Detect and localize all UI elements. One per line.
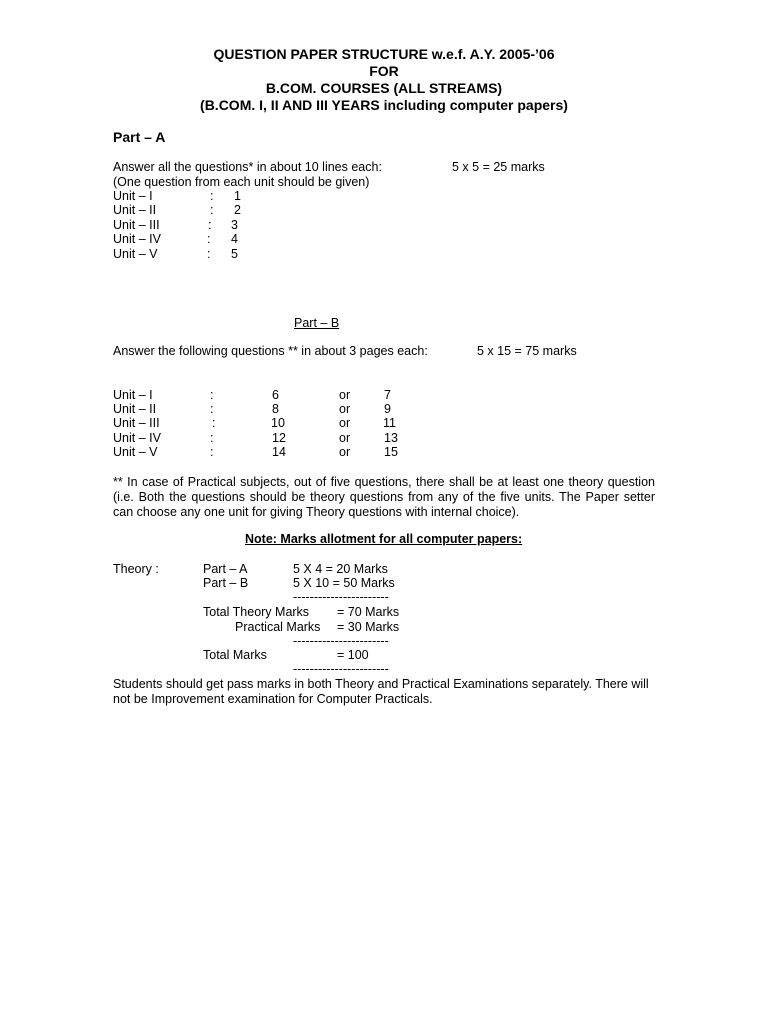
part-b-unit-label: Unit – II — [113, 402, 157, 416]
title-line-1: QUESTION PAPER STRUCTURE w.e.f. A.Y. 2005-’06 — [213, 46, 555, 62]
closing-paragraph: Students should get pass marks in both Theory and Practical Examinations separately. There will not be Improvement examination for Computer Practicals. — [113, 677, 649, 706]
part-b-unit-label: Unit – IV — [113, 431, 161, 445]
part-b-unit-or: or — [339, 388, 351, 402]
part-b-unit-sep: : — [212, 416, 216, 430]
part-b-marks: 5 x 15 = 75 marks — [477, 344, 577, 358]
part-a-unit-label: Unit – I — [113, 189, 153, 203]
part-b-unit-sep: : — [210, 388, 214, 402]
part-b-unit-sep: : — [210, 445, 214, 459]
part-a-unit-sep: : — [207, 247, 211, 261]
part-b-unit-label: Unit – I — [113, 388, 153, 402]
part-b-unit-q2: 11 — [383, 416, 396, 430]
part-a-unit-question: 2 — [234, 203, 241, 217]
part-b-unit-q2: 13 — [384, 431, 398, 445]
part-b-unit-or: or — [339, 402, 351, 416]
part-a-unit-label: Unit – V — [113, 247, 158, 261]
part-b-unit-q2: 9 — [384, 402, 391, 416]
total-theory-value: = 70 Marks — [337, 605, 400, 619]
total-theory-label: Total Theory Marks — [203, 605, 310, 619]
part-a-unit-label: Unit – IV — [113, 232, 161, 246]
part-b-unit-q1: 12 — [272, 431, 286, 445]
practical-label: Practical Marks — [235, 620, 321, 634]
part-b-unit-label: Unit – V — [113, 445, 158, 459]
part-a-unit-label: Unit – III — [113, 218, 160, 232]
computer-note-heading: Note: Marks allotment for all computer papers: — [245, 532, 523, 546]
part-b-unit-sep: : — [210, 431, 214, 445]
practical-value: = 30 Marks — [337, 620, 400, 634]
part-a-label: Part – A — [203, 562, 248, 576]
theory-label: Theory : — [113, 562, 159, 576]
part-b-unit-q1: 14 — [272, 445, 286, 459]
total-value: = 100 — [337, 648, 369, 662]
dash-separator: ----------------------- — [293, 662, 389, 676]
part-a-unit-question: 5 — [231, 247, 238, 261]
part-b-unit-or: or — [339, 431, 351, 445]
title-line-3: B.COM. COURSES (ALL STREAMS) — [265, 80, 503, 96]
part-b-unit-label: Unit – III — [113, 416, 160, 430]
part-a-value: 5 X 4 = 20 Marks — [293, 562, 388, 576]
part-b-unit-q1: 10 — [271, 416, 285, 430]
part-b-unit-sep: : — [210, 402, 214, 416]
part-a-instruction: Answer all the questions* in about 10 lines each: — [113, 160, 382, 174]
title-line-2: FOR — [369, 63, 399, 79]
part-a-unit-sep: : — [208, 218, 212, 232]
part-b-unit-q1: 8 — [272, 402, 279, 416]
dash-separator: ----------------------- — [293, 634, 389, 648]
part-a-marks: 5 x 5 = 25 marks — [452, 160, 545, 174]
part-b-instruction: Answer the following questions ** in about 3 pages each: — [113, 344, 428, 358]
part-a-note: (One question from each unit should be given) — [113, 175, 370, 189]
part-b-footnote: ** In case of Practical subjects, out of five questions, there shall be at least one theory question (i.e. Both the questions should be theory questions from any of the five units. The Paper setter can choose any one unit for giving Theory questions with internal choice). — [113, 475, 655, 519]
part-a-unit-sep: : — [210, 203, 214, 217]
total-label: Total Marks — [203, 648, 267, 662]
part-a-heading: Part – A — [113, 129, 166, 145]
part-b-unit-q2: 15 — [384, 445, 398, 459]
part-b-unit-or: or — [339, 445, 351, 459]
part-a-unit-question: 3 — [231, 218, 238, 232]
title-line-4: (B.COM. I, II AND III YEARS including computer papers) — [200, 97, 568, 113]
part-b-unit-q1: 6 — [272, 388, 279, 402]
part-a-unit-question: 4 — [231, 232, 238, 246]
dash-separator: ----------------------- — [293, 590, 389, 604]
part-b-label: Part – B — [203, 576, 249, 590]
part-b-unit-q2: 7 — [384, 388, 391, 402]
part-a-unit-sep: : — [210, 189, 214, 203]
part-a-unit-label: Unit – II — [113, 203, 157, 217]
part-b-value: 5 X 10 = 50 Marks — [293, 576, 395, 590]
part-b-heading: Part – B — [294, 316, 340, 330]
part-a-unit-sep: : — [207, 232, 211, 246]
part-a-unit-question: 1 — [234, 189, 241, 203]
part-b-unit-or: or — [339, 416, 351, 430]
